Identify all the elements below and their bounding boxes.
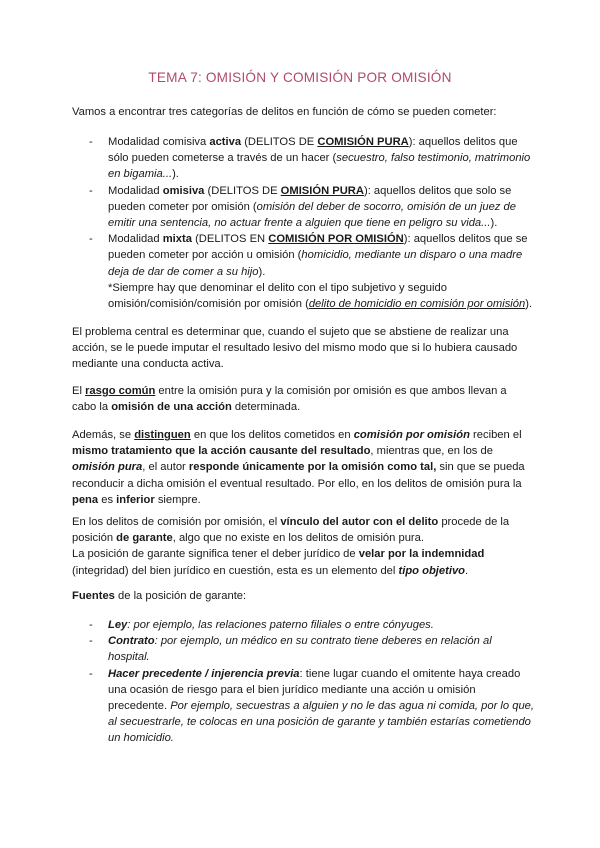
page-title: TEMA 7: OMISIÓN Y COMISIÓN POR OMISIÓN — [148, 70, 452, 85]
vinculo-paragraph: En los delitos de comisión por omisión, el vínculo del autor con el delito procede de la posición de garante, algo que no existe en los delitos de omisión pura. La posición de garante significa tener el deber jurídico de velar por la indemnidad (integridad) del bien jurídico en cuestión, esta es un elemento del tipo objetivo. — [72, 516, 510, 577]
rasgo-paragraph: El rasgo común entre la omisión pura y la comisión por omisión es que ambos llevan a cabo la omisión de una acción determinada. — [72, 385, 507, 414]
ademas-paragraph: Además, se distinguen en que los delitos cometidos en comisión por omisión reciben el mismo tratamiento que la acción causante del resultado, mientras que, en los de omisión pura, el autor responde únicamente por la omisión como tal, sin que se pueda reconducir a dicha omisión el eventual resultado. Por ello, en los delitos de omisión pura la pena es inferior siempre. — [72, 429, 525, 506]
problema-paragraph: El problema central es determinar que, cuando el sujeto que se abstiene de realizar una acción, se le puede imputar el resultado lesivo del mismo modo que si lo hubiera causado mediante una conducta activa. — [72, 326, 518, 371]
intro-paragraph: Vamos a encontrar tres categorías de delitos en función de cómo se pueden cometer: — [72, 106, 497, 118]
list-item-mixta: - Modalidad mixta (DELITOS EN COMISIÓN POR OMISIÓN): aquellos delitos que se pueden cometer por acción u omisión (homicidio, mediante un disparo o una madre deja de dar de comer a su hijo). *Siempre hay que denominar el delito con el tipo subjetivo y seguido omisión/comisión/comisión por omisión (delito de homicidio en comisión por omisión). — [72, 231, 534, 312]
fuente-contrato: - Contrato: por ejemplo, un médico en su contrato tiene deberes en relación al hospital. — [72, 633, 534, 665]
fuentes-list — [72, 617, 534, 747]
fuente-hacer-precedente: - Hacer precedente / injerencia previa: tiene lugar cuando el omitente haya creado una ocasión de riesgo para el bien jurídico mediante una acción u omisión precedente. Por ejemplo, secuestras a alguien y no le das agua ni comida, por lo que, al secuestrarle, te colocas en una posición de garante y también estarías cometiendo un homicidio. — [72, 666, 534, 747]
list-item-activa: - Modalidad comisiva activa (DELITOS DE COMISIÓN PURA): aquellos delitos que sólo pueden cometerse a través de un hacer (secuestro, falso testimonio, matrimonio en bigamia...). — [72, 134, 534, 183]
note-text: *Siempre hay que denominar el delito con el tipo subjetivo y seguido omisión/comisión/comisión por omisión ( — [108, 281, 447, 311]
modalidades-list — [72, 134, 534, 312]
list-item-omisiva: - Modalidad omisiva (DELITOS DE OMISIÓN PURA): aquellos delitos que solo se pueden cometer por omisión (omisión del deber de socorro, omisión de un juez de emitir una sentencia, no actuar frente a alguien que tiene en peligro su vida...). — [72, 183, 534, 232]
fuente-ley: - Ley: por ejemplo, las relaciones paterno filiales o entre cónyuges. — [72, 617, 534, 633]
note-example: delito de homicidio en comisión por omisión — [308, 298, 526, 311]
fuentes-heading: Fuentes de la posición de garante: — [72, 590, 247, 602]
